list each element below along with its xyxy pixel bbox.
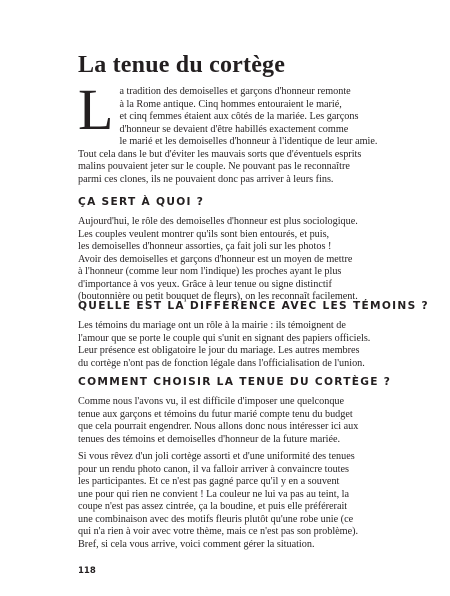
text-line: que cela pourrait engendrer. Nous allons donc nous intéresser ici aux (78, 421, 359, 432)
text-line: les participantes. Et ce n'est pas gagné parce qu'il y en a souvent (78, 476, 340, 487)
section-body-witnesses (78, 320, 378, 370)
section-body-choose-1 (78, 396, 378, 446)
intro-line: parmi ces clones, ils ne pouvaient donc pas arriver à leurs fins. (78, 173, 334, 185)
text-line: (boutonnière ou petit bouquet de fleurs), on les reconnaît facilement. (78, 291, 358, 302)
intro-line: Tout cela dans le but d'éviter les mauvais sorts que d'éventuels esprits (78, 148, 362, 160)
text-line: tenue aux garçons et témoins du futur marié compte tenu du budget (78, 408, 353, 420)
section-heading-choose: COMMENT CHOISIR LA TENUE DU CORTÈGE ? (78, 376, 392, 388)
text-line: Les couples veulent montrer qu'ils sont bien entourés, et puis, (78, 228, 330, 240)
section-body-choose-2 (78, 451, 378, 551)
section-heading-witnesses: QUELLE EST LA DIFFÉRENCE AVEC LES TÉMOINS ? (78, 300, 429, 312)
text-line: coupe n'est pas assez cintrée, ça la boudine, et puis elle préférerait (78, 501, 348, 512)
text-line: pour un rendu photo canon, il va falloir arriver à convaincre toutes (78, 463, 350, 475)
intro-line: à la Rome antique. Cinq hommes entouraient le marié, (119, 98, 342, 110)
text-line: l'amour que se porte le couple qui s'unit en signant des papiers officiels. (78, 332, 371, 344)
text-line: Comme nous l'avons vu, il est difficile d'imposer une quelconque (78, 396, 345, 407)
text-line: une pour qui rien ne convient ! La couleur ne lui va pas au teint, la (78, 488, 350, 500)
text-line: les demoiselles d'honneur assorties, ça fait joli sur les photos ! (78, 241, 332, 252)
page-number: 118 (78, 566, 96, 576)
section-body-purpose (78, 216, 378, 304)
intro-line: d'honneur se devaient d'être habillés exactement comme (119, 123, 349, 135)
intro-line: et cinq femmes étaient aux côtés de la mariée. Les garçons (119, 111, 359, 122)
text-line: Si vous rêvez d'un joli cortège assorti et d'une uniformité des tenues (78, 451, 355, 462)
text-line: Avoir des demoiselles et garçons d'honneur est un moyen de mettre (78, 253, 353, 265)
text-line: Les témoins du mariage ont un rôle à la mairie : ils témoignent de (78, 320, 346, 331)
drop-cap: L (78, 77, 114, 142)
intro-line: le marié et les demoiselles d'honneur à l'identique de leur amie. (119, 136, 378, 147)
chapter-title: La tenue du cortège (78, 52, 286, 78)
text-line: à l'honneur (comme leur nom l'indique) les proches ayant le plus (78, 266, 342, 277)
text-line: du cortège n'ont pas de fonction légale dans l'officialisation de l'union. (78, 357, 365, 369)
intro-line: a tradition des demoiselles et garçons d'honneur remonte (119, 86, 351, 97)
text-line: Bref, si cela vous arrive, voici comment gérer la situation. (78, 538, 315, 550)
intro-paragraph (78, 77, 378, 186)
text-line: d'importance à vos yeux. Grâce à leur tenue ou signe distinctif (78, 278, 332, 290)
text-line: une combinaison avec des motifs fleuris plutôt qu'une robe unie (ce (78, 513, 354, 525)
text-line: Leur présence est obligatoire le jour du mariage. Les autres membres (78, 345, 360, 356)
text-line: tenues des témoins et demoiselles d'honneur de la future mariée. (78, 433, 341, 445)
section-heading-purpose: ÇA SERT À QUOI ? (78, 196, 205, 208)
intro-line: malins pouvaient jeter sur le couple. Ne pouvant pas le reconnaître (78, 161, 350, 172)
text-line: Aujourd'hui, le rôle des demoiselles d'honneur est plus sociologique. (78, 216, 358, 227)
text-line: qui n'a rien à voir avec votre thème, mais ce n'est pas son problème). (78, 526, 359, 537)
